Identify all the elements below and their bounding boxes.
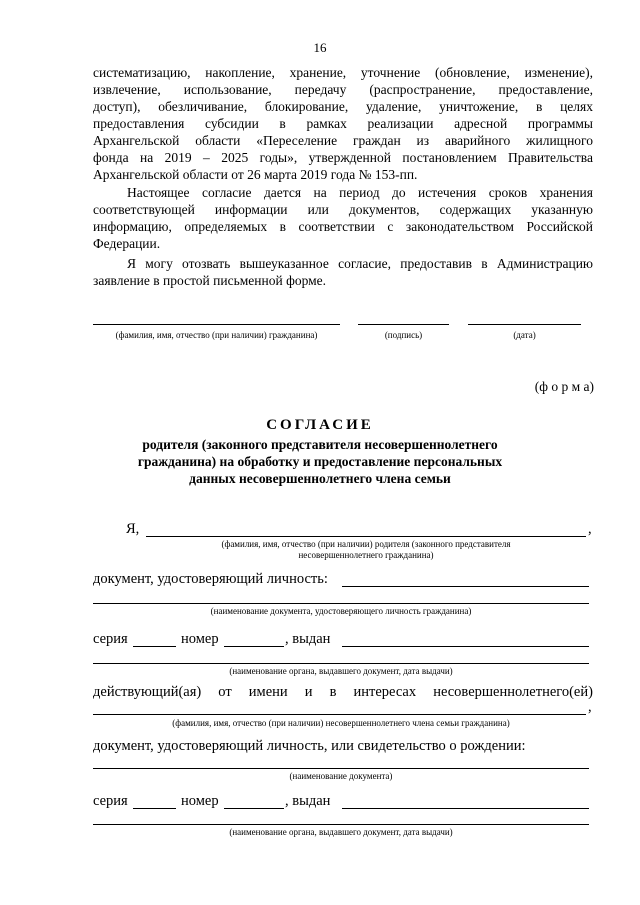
subtitle-line: данных несовершеннолетнего члена семьи: [189, 471, 451, 486]
signature-line[interactable]: [358, 324, 449, 325]
word: действующий(ая): [93, 684, 202, 700]
issuer-caption-2: (наименование органа, выдавшего документ, дата выдачи): [229, 827, 453, 837]
number-label: номер: [181, 793, 219, 809]
number-label: номер: [181, 631, 219, 647]
id-document-label: документ, удостоверяющий личность:: [93, 571, 328, 587]
series-label: серия: [93, 793, 128, 809]
issued-label: , выдан: [285, 793, 331, 809]
word: имени: [248, 684, 288, 700]
text-line: фонда на 2019 – 2025 годы», утвержденной постановлением Правительства: [93, 150, 593, 165]
name-caption: (фамилия, имя, отчество (при наличии) гражданина): [115, 330, 318, 340]
minor-document-field[interactable]: [93, 768, 589, 769]
number-field[interactable]: [224, 646, 284, 647]
issued-by-field-2[interactable]: [93, 663, 589, 664]
parent-name-caption: (фамилия, имя, отчество (при наличии) родителя (законного представителя: [221, 539, 511, 549]
consent-paragraph-1: [93, 64, 593, 183]
subtitle-line: родителя (законного представителя несовершеннолетнего: [142, 437, 498, 452]
comma: ,: [588, 699, 592, 715]
minor-issued-by-field-2[interactable]: [93, 824, 589, 825]
text-line: Настоящее согласие дается на период до истечения сроков хранения: [127, 185, 593, 200]
name-signature-line[interactable]: [93, 324, 340, 325]
form-title: СОГЛАСИЕ: [266, 417, 374, 433]
text-line: извлечение, использование, передачу (распространение, предоставление,: [93, 82, 593, 97]
text-line: информацию, определяемых в соответствии с законодательством Российской: [93, 219, 593, 234]
text-line: систематизацию, накопление, хранение, уточнение (обновление, изменение),: [93, 65, 593, 80]
text-line: Я могу отозвать вышеуказанное согласие, предоставив в Администрацию: [127, 256, 593, 271]
revocation-paragraph: [93, 255, 593, 289]
word: и: [304, 684, 313, 700]
word: от: [218, 684, 232, 700]
issued-by-field[interactable]: [342, 646, 589, 647]
page-number: 16: [313, 40, 327, 55]
signature-caption: (подпись): [384, 330, 423, 340]
ya-label: Я,: [126, 521, 140, 537]
date-line[interactable]: [468, 324, 581, 325]
minor-name-field[interactable]: [93, 714, 586, 715]
parent-name-caption-2: несовершеннолетнего гражданина): [298, 550, 434, 560]
consent-period-paragraph: [93, 184, 593, 252]
minor-document-label: документ, удостоверяющий личность, или свидетельство о рождении:: [93, 738, 526, 754]
minor-document-caption: (наименование документа): [289, 771, 393, 781]
word: интересах: [353, 684, 417, 700]
text-line: Архангельской области «Переселение граждан из аварийного жилищного: [93, 133, 593, 148]
text-line: Архангельской области от 26 марта 2019 года № 153-пп.: [93, 167, 418, 182]
issuer-caption: (наименование органа, выдавшего документ, дата выдачи): [229, 666, 453, 676]
form-subtitle: [110, 436, 530, 487]
parent-name-field[interactable]: [146, 536, 586, 537]
word: несовершеннолетнего(ей): [433, 684, 593, 700]
issued-label: , выдан: [285, 631, 331, 647]
text-line: предоставления субсидии в рамках реализации адресной программы: [93, 116, 593, 131]
comma: ,: [588, 521, 592, 537]
text-line: Федерации.: [93, 236, 161, 251]
id-document-caption: (наименование документа, удостоверяющего личность гражданина): [210, 606, 472, 616]
minor-series-field[interactable]: [133, 808, 176, 809]
word: в: [329, 684, 337, 700]
subtitle-line: гражданина) на обработку и предоставление персональных: [137, 454, 503, 469]
id-document-field[interactable]: [342, 586, 589, 587]
text-line: соответствующей информации или документов, содержащих указанную: [93, 202, 593, 217]
minor-number-field[interactable]: [224, 808, 284, 809]
acting-on-behalf-line: [93, 684, 593, 701]
id-document-field-2[interactable]: [93, 603, 589, 604]
series-label: серия: [93, 631, 128, 647]
form-label: (ф о р м а): [534, 379, 594, 394]
text-line: заявление в простой письменной форме.: [93, 273, 327, 288]
minor-name-caption: (фамилия, имя, отчество (при наличии) несовершеннолетнего члена семьи гражданина): [172, 718, 510, 728]
date-caption: (дата): [513, 330, 536, 340]
text-line: доступ), обезличивание, блокирование, удаление, уничтожение, в целях: [93, 99, 593, 114]
minor-issued-by-field[interactable]: [342, 808, 589, 809]
series-field[interactable]: [133, 646, 176, 647]
